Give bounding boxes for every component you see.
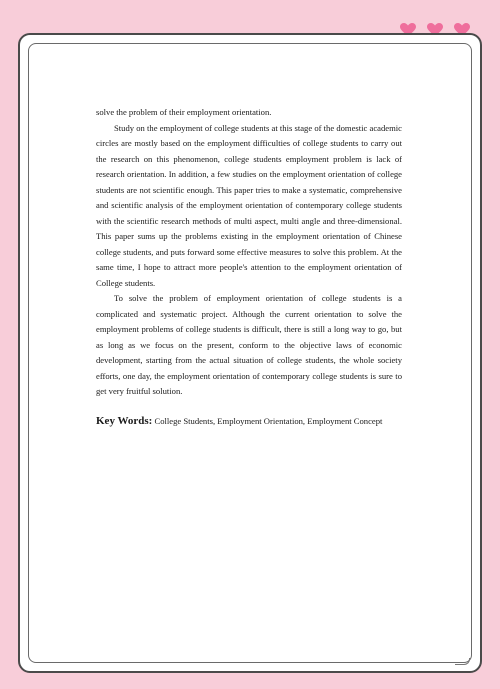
- keywords-label: Key Words:: [96, 414, 153, 427]
- keywords-text: College Students, Employment Orientation, Employment Concept: [152, 415, 383, 426]
- corner-curl-icon: [455, 658, 470, 665]
- paragraph-research-status: Study on the employment of college students at this stage of the domestic academic circles are mostly based on the employment difficulties of college students to carry out the research on this phenomenon, college students employment problem is lack of research orientation. In addition, a few studies on the employment orientation of college students are not scientific enough. This paper tries to make a systematic, comprehensive and scientific analysis of the employment orientation of contemporary college students with the scientific research methods of multi aspect, multi angle and three-dimensional. This paper sums up the problems existing in the employment orientation of Chinese college students, and puts forward some effective measures to solve this problem. At the same time, I hope to attract more people's attention to the employment orientation of College students.: [96, 122, 402, 288]
- keywords-line: [96, 414, 402, 430]
- paragraph-conclusion: To solve the problem of employment orientation of college students is a complicated and systematic project. Although the current orientation to solve the employment problems of college students is difficult, there is still a long way to go, but as long as we focus on the present, conform to the objective laws of economic development, starting from the actual situation of college students, the whole society efforts, one day, the employment orientation of contemporary college students is sure to get very fruitful solution.: [96, 293, 402, 396]
- paragraph-continuation: solve the problem of their employment orientation.: [96, 107, 272, 117]
- document-body: [96, 105, 402, 429]
